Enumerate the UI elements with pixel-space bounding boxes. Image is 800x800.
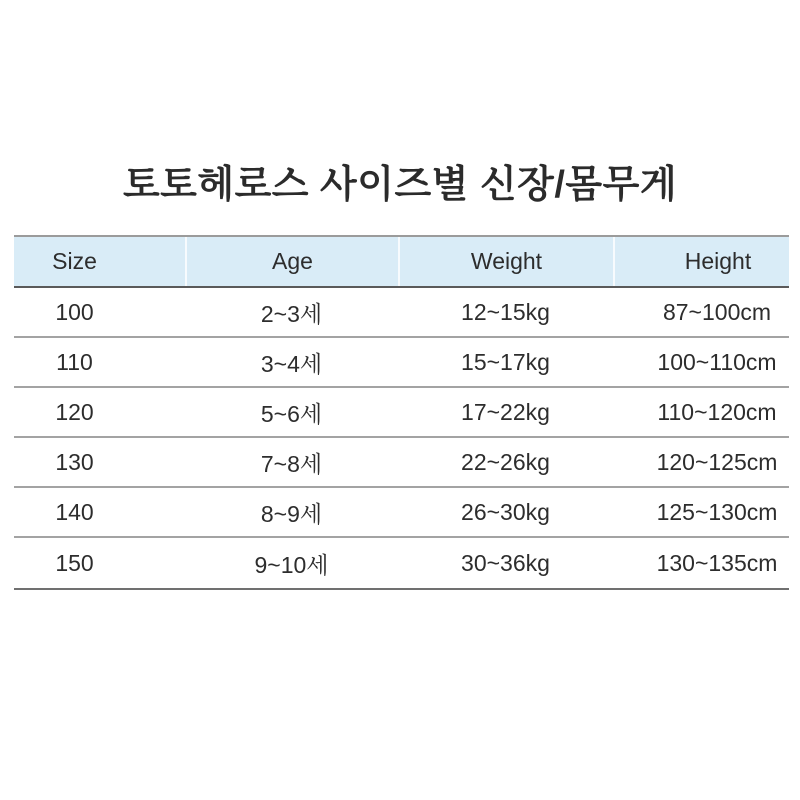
- cell-height: 87~100cm: [662, 298, 772, 325]
- cell-weight: 15~17kg: [461, 348, 550, 375]
- cell-age: 7~8세: [260, 450, 323, 477]
- table-row: [14, 438, 789, 488]
- cell-age: 5~6세: [260, 400, 323, 427]
- cell-height: 110~120cm: [657, 398, 777, 425]
- cell-height: 100~110cm: [657, 348, 777, 375]
- cell-weight: 30~36kg: [461, 549, 550, 576]
- cell-height: 125~130cm: [656, 498, 778, 525]
- table-header-row: [14, 235, 789, 288]
- cell-size: 140: [55, 498, 94, 525]
- table-row: [14, 338, 789, 388]
- table-row: [14, 388, 789, 438]
- cell-height: 120~125cm: [656, 448, 778, 475]
- cell-weight: 12~15kg: [461, 298, 550, 325]
- cell-age: 2~3세: [260, 300, 323, 327]
- page-title: 토토헤로스 사이즈별 신장/몸무게: [122, 164, 678, 206]
- column-header-age: Age: [185, 237, 398, 286]
- table-row: [14, 488, 789, 538]
- table-body: [14, 288, 789, 590]
- cell-height: 130~135cm: [656, 549, 778, 576]
- table-row: [14, 538, 789, 588]
- cell-age: 9~10세: [254, 551, 329, 578]
- cell-size: 130: [55, 448, 94, 475]
- cell-size: 150: [55, 549, 94, 576]
- cell-weight: 22~26kg: [461, 448, 550, 475]
- cell-size: 100: [55, 298, 94, 325]
- cell-age: 3~4세: [260, 350, 323, 377]
- column-header-weight: Weight: [398, 237, 613, 286]
- table-row: [14, 288, 789, 338]
- size-chart-table: [14, 235, 789, 590]
- cell-size: 110: [56, 348, 93, 375]
- column-header-size: Size: [52, 248, 97, 274]
- cell-weight: 26~30kg: [461, 498, 550, 525]
- cell-size: 120: [55, 398, 94, 425]
- cell-age: 8~9세: [260, 500, 323, 527]
- cell-weight: 17~22kg: [461, 398, 550, 425]
- column-header-height: Height: [613, 237, 789, 286]
